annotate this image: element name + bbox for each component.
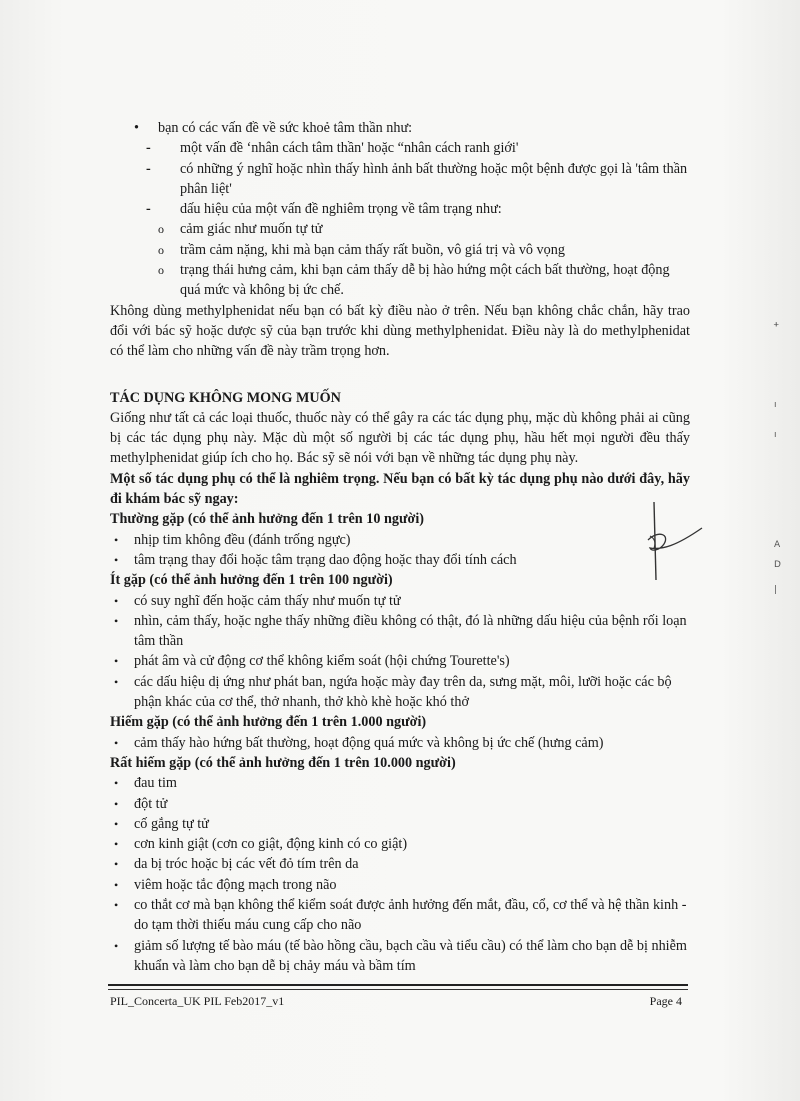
section-heading: TÁC DỤNG KHÔNG MONG MUỐN: [110, 389, 341, 406]
scan-margin-marks: ᚐ ı ı A D |: [774, 320, 781, 595]
mood-signs-list: [110, 219, 690, 300]
page-number: Page 4: [649, 994, 682, 1008]
page-content: [110, 118, 690, 976]
page-footer: [110, 994, 682, 1009]
list-item: • cố gắng tự tử: [134, 814, 690, 834]
list-item: o trạng thái hưng cảm, khi bạn cảm thấy dễ bị hào hứng một cách bất thường, hoạt động quá mức và không bị ức chế.: [110, 260, 690, 301]
very-rare-list: [110, 773, 690, 976]
frequency-heading-common: Thường gặp (có thể ảnh hưởng đến 1 trên 10 người): [110, 511, 424, 528]
mental-health-sublist: [110, 138, 690, 219]
list-item: • nhìn, cảm thấy, hoặc nghe thấy những điều không có thật, đó là những dấu hiệu của bệnh rối loạn tâm thần: [134, 611, 690, 652]
list-item: • phát âm và cử động cơ thể không kiểm soát (hội chứng Tourette's): [134, 651, 690, 671]
frequency-heading-rare: Hiếm gặp (có thể ảnh hưởng đến 1 trên 1.000 người): [110, 714, 427, 731]
list-item: o cảm giác như muốn tự tử: [110, 219, 690, 239]
list-item: • da bị tróc hoặc bị các vết đỏ tím trên da: [134, 854, 690, 874]
footer-divider: [108, 984, 688, 990]
list-item: - dấu hiệu của một vấn đề nghiêm trọng về tâm trạng như:: [110, 199, 690, 219]
list-item: • các dấu hiệu dị ứng như phát ban, ngứa hoặc mày đay trên da, sưng mặt, môi, lưỡi hoặc các bộ phận khác của cơ thể, thở nhanh, thở khò khè hoặc khó thở: [134, 672, 690, 713]
serious-warning: Một số tác dụng phụ có thể là nghiêm trọng. Nếu bạn có bất kỳ tác dụng phụ nào dưới đây, hãy đi khám bác sỹ ngay:: [110, 470, 690, 508]
list-item: • nhịp tim không đều (đánh trống ngực): [134, 530, 690, 550]
list-item: - có những ý nghĩ hoặc nhìn thấy hình ảnh bất thường hoặc một bệnh được gọi là 'tâm thần phân liệt': [110, 159, 690, 200]
list-item: • có suy nghĩ đến hoặc cảm thấy như muốn tự tử: [134, 591, 690, 611]
list-item: • bạn có các vấn đề về sức khoẻ tâm thần như:: [110, 118, 690, 138]
list-item: • co thắt cơ mà bạn không thể kiểm soát được ảnh hưởng đến mắt, đầu, cổ, cơ thể và hệ thần kinh - do tạm thời thiếu máu cung cấp cho não: [134, 895, 690, 936]
document-id: PIL_Concerta_UK PIL Feb2017_v1: [110, 994, 285, 1008]
handwritten-signature: [636, 500, 706, 590]
common-list: [110, 530, 690, 571]
list-item: - một vấn đề ‘nhân cách tâm thần' hoặc “nhân cách ranh giới': [110, 138, 690, 158]
list-item: • đột tử: [134, 794, 690, 814]
frequency-heading-very-rare: Rất hiếm gặp (có thể ảnh hưởng đến 1 trên 10.000 người): [110, 754, 456, 771]
list-item: • đau tim: [134, 773, 690, 793]
list-item: o trầm cảm nặng, khi mà bạn cảm thấy rất buồn, vô giá trị và vô vọng: [110, 240, 690, 260]
mental-health-list: [110, 118, 690, 138]
frequency-heading-uncommon: Ít gặp (có thể ảnh hưởng đến 1 trên 100 người): [110, 572, 393, 589]
intro-paragraph: Giống như tất cả các loại thuốc, thuốc này có thể gây ra các tác dụng phụ, mặc dù không phải ai cũng bị các tác dụng phụ này. Mặc dù một số người bị các tác dụng phụ, hầu hết mọi người đều thấy methylphenidat giúp ích cho họ. Bác sỹ sẽ nói với bạn về những tác dụng phụ này.: [110, 409, 690, 467]
rare-list: [110, 733, 690, 753]
warning-paragraph: Không dùng methylphenidat nếu bạn có bất kỳ điều nào ở trên. Nếu bạn không chắc chắn, hãy trao đổi với bác sỹ hoặc dược sỹ của bạn trước khi dùng methylphenidat. Điều này là do methylphenidat có thể làm cho những vấn đề này trầm trọng hơn.: [110, 302, 690, 360]
list-item: • tâm trạng thay đổi hoặc tâm trạng dao động hoặc thay đổi tính cách: [134, 550, 690, 570]
list-item: • cơn kinh giật (cơn co giật, động kinh có co giật): [134, 834, 690, 854]
list-item: • viêm hoặc tắc động mạch trong não: [134, 875, 690, 895]
list-item: • giảm số lượng tế bào máu (tế bào hồng cầu, bạch cầu và tiểu cầu) có thể làm cho bạn dễ bị nhiễm khuẩn và làm cho bạn dễ bị chảy máu và bầm tím: [134, 936, 690, 977]
list-item: • cảm thấy hào hứng bất thường, hoạt động quá mức và không bị ức chế (hưng cảm): [134, 733, 690, 753]
uncommon-list: [110, 591, 690, 713]
